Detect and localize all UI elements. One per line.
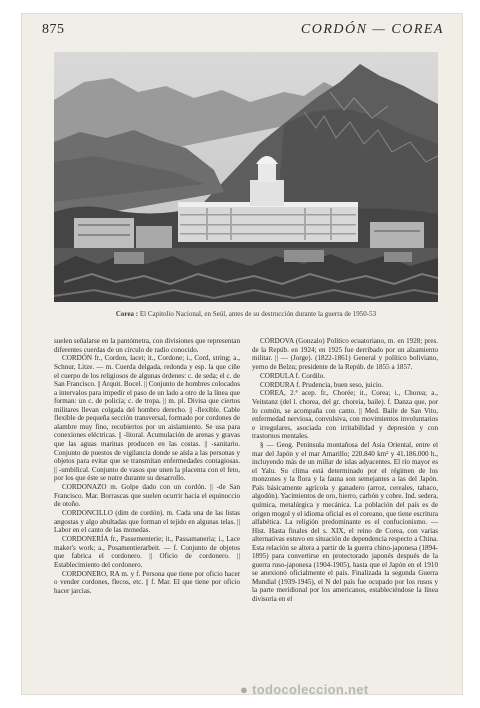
entry-corea: COREA, 2.ª acep. fr., Chorée; it., Corea; i., Chorea; a., Veitstanz (del l. chorea, del gr. choreia, baile). f. Danza que, por lo común, se acompaña con canto. || Med. Baile de San Vito, enfermedad nerviosa, convulsiva, con movimientos involuntarios e irregulares, asociada con irritabilidad y depresión y con trastornos mentales. [252, 389, 438, 441]
page-header [42, 22, 444, 44]
entry-cordula: CORDULA f. Cordilo. [260, 371, 326, 380]
entry-cordura: CORDURA f. Prudencia, buen seso, juicio. [260, 380, 384, 389]
entry-cordova: CÓRDOVA (Gonzalo) Político ecuatoriano, m. en 1928; pres. de la Repúb. en 1924; en 1925 fue derribado por un alzamiento militar. || — (Jorge). (1822-1861) General y político boliviano, yerno de Belzu; presidente de la Repúb. de 1855 a 1857. [252, 337, 438, 371]
caption-label: Corea : [115, 310, 139, 318]
left-column [54, 337, 240, 685]
book-page [22, 14, 462, 694]
running-head: CORDÓN — COREA [300, 22, 444, 37]
entry-continuation: suelen señalarse en la pantómetra, con divisiones que representan diferentes cuerdas de un círculo de radio conocido. [54, 337, 240, 354]
entry-cordonazo: CORDONAZO m. Golpe dado con un cordón. || -de San Francisco. Mar. Borrascas que suelen ocurrir hacia el equinoccio de otoño. [54, 483, 240, 509]
capitol-photo-image [54, 52, 438, 302]
entry-cordon: CORDÓN fr., Cordon, lacet; it., Cordone; i., Cord, string; a., Schnur, Litze. — m. Cuerda delgada, redonda y esp. la que ciñe el cuerpo de los religiosos de algunas órdenes: c. de seda; el c. de San Francisco. || Arquit. Bocel. || Conjunto de hombres colocados a intervalos para impedir el paso de un lado a otro de la línea que forman: un c. de policía; c. de tropa. || m. pl. Divisa que ciertos militares llevan colgada del hombro derecho. || -flexible. Cable flexible de pequeña sección transversal, formado por cordones de alambre muy fino, recubiertos por un aislamiento. Se usa para conexiones eléctricas. || -litoral. Acumulación de arenas y gravas que las aguas marinas producen en las costas. || -sanitario. Conjunto de puestos de vigilancia donde se aísla a las personas y objetos para evitar que se transmitan enfermedades contagiosas. || -umbilical. Conjunto de vasos que unen la placenta con el feto, por los que éste se nutre durante su desarrollo. [54, 354, 240, 483]
entry-corea-geography-history: § — Geog. Península montañosa del Asia Oriental, entre el mar del Japón y el mar Amarillo; 220.840 km² y 41.186.000 h., incluyendo más de un millar de islas adyacentes. El río mayor es el Yalu. Su clima está determinado por el régimen de los monzones y la flora y la fauna son semejantes a las del Japón. País básicamente agrícola y ganadero (arroz, cereales, tabaco, algodón). Yacimientos de oro, hierro, carbón y cobre. Ind. sedera, química, metalúrgica y mecánica. La población del país es de origen mogol y el idioma oficial es el coreano, que tiene escritura alfabética. La religión predominante es el confucionismo. — Hist. Hasta finales del s. XIX, el reino de Corea, con varias alternativas estuvo en situación de dependencia respecto a China. Esta relación se altera a partir de la guerra chino-japonesa (1894-1895) para convertirse en protectorado japonés después de la guerra ruso-japonesa (1904-1905), hasta que el Japón en el 1910 se anexionó oficialmente el país. Finalizada la segunda Guerra Mundial (1939-1945), el N del país fue ocupado por los rusos y la parte meridional por los americanos, estableciéndose la línea divisoria en el [252, 441, 438, 603]
capitol-photograph [54, 52, 438, 302]
watermark-dot-icon: ● [240, 682, 249, 697]
caption-text: El Capitolio Nacional, en Seúl, antes de su destrucción durante la guerra de 1950-53 [139, 310, 377, 318]
page-number: 875 [42, 22, 65, 37]
photo-caption [54, 310, 438, 318]
entry-cordonero: CORDONERO, RA m. y f. Persona que tiene por oficio hacer o vender cordones, flecos, etc. || f. Mar. El que tiene por oficio hacer jarcias. [54, 569, 240, 595]
entry-cordoncillo: CORDONCILLO (dim de cordón). m. Cada una de las listas angostas y algo abultadas que forman el tejido en algunas telas. || Labor en el canto de las monedas. [54, 509, 240, 535]
dictionary-text [54, 337, 438, 685]
entry-cordoneria: CORDONERÍA fr., Passementerie; it., Passamaneria; i., Lace maker's work; a., Posamentierarbeit. — f. Conjunto de objetos que fabrica el cordonero. || Oficio de cordonero. || Establecimiento del cordonero. [54, 535, 240, 569]
right-column [252, 337, 438, 685]
watermark-text: todocoleccion.net [252, 682, 369, 697]
site-watermark [240, 682, 368, 697]
